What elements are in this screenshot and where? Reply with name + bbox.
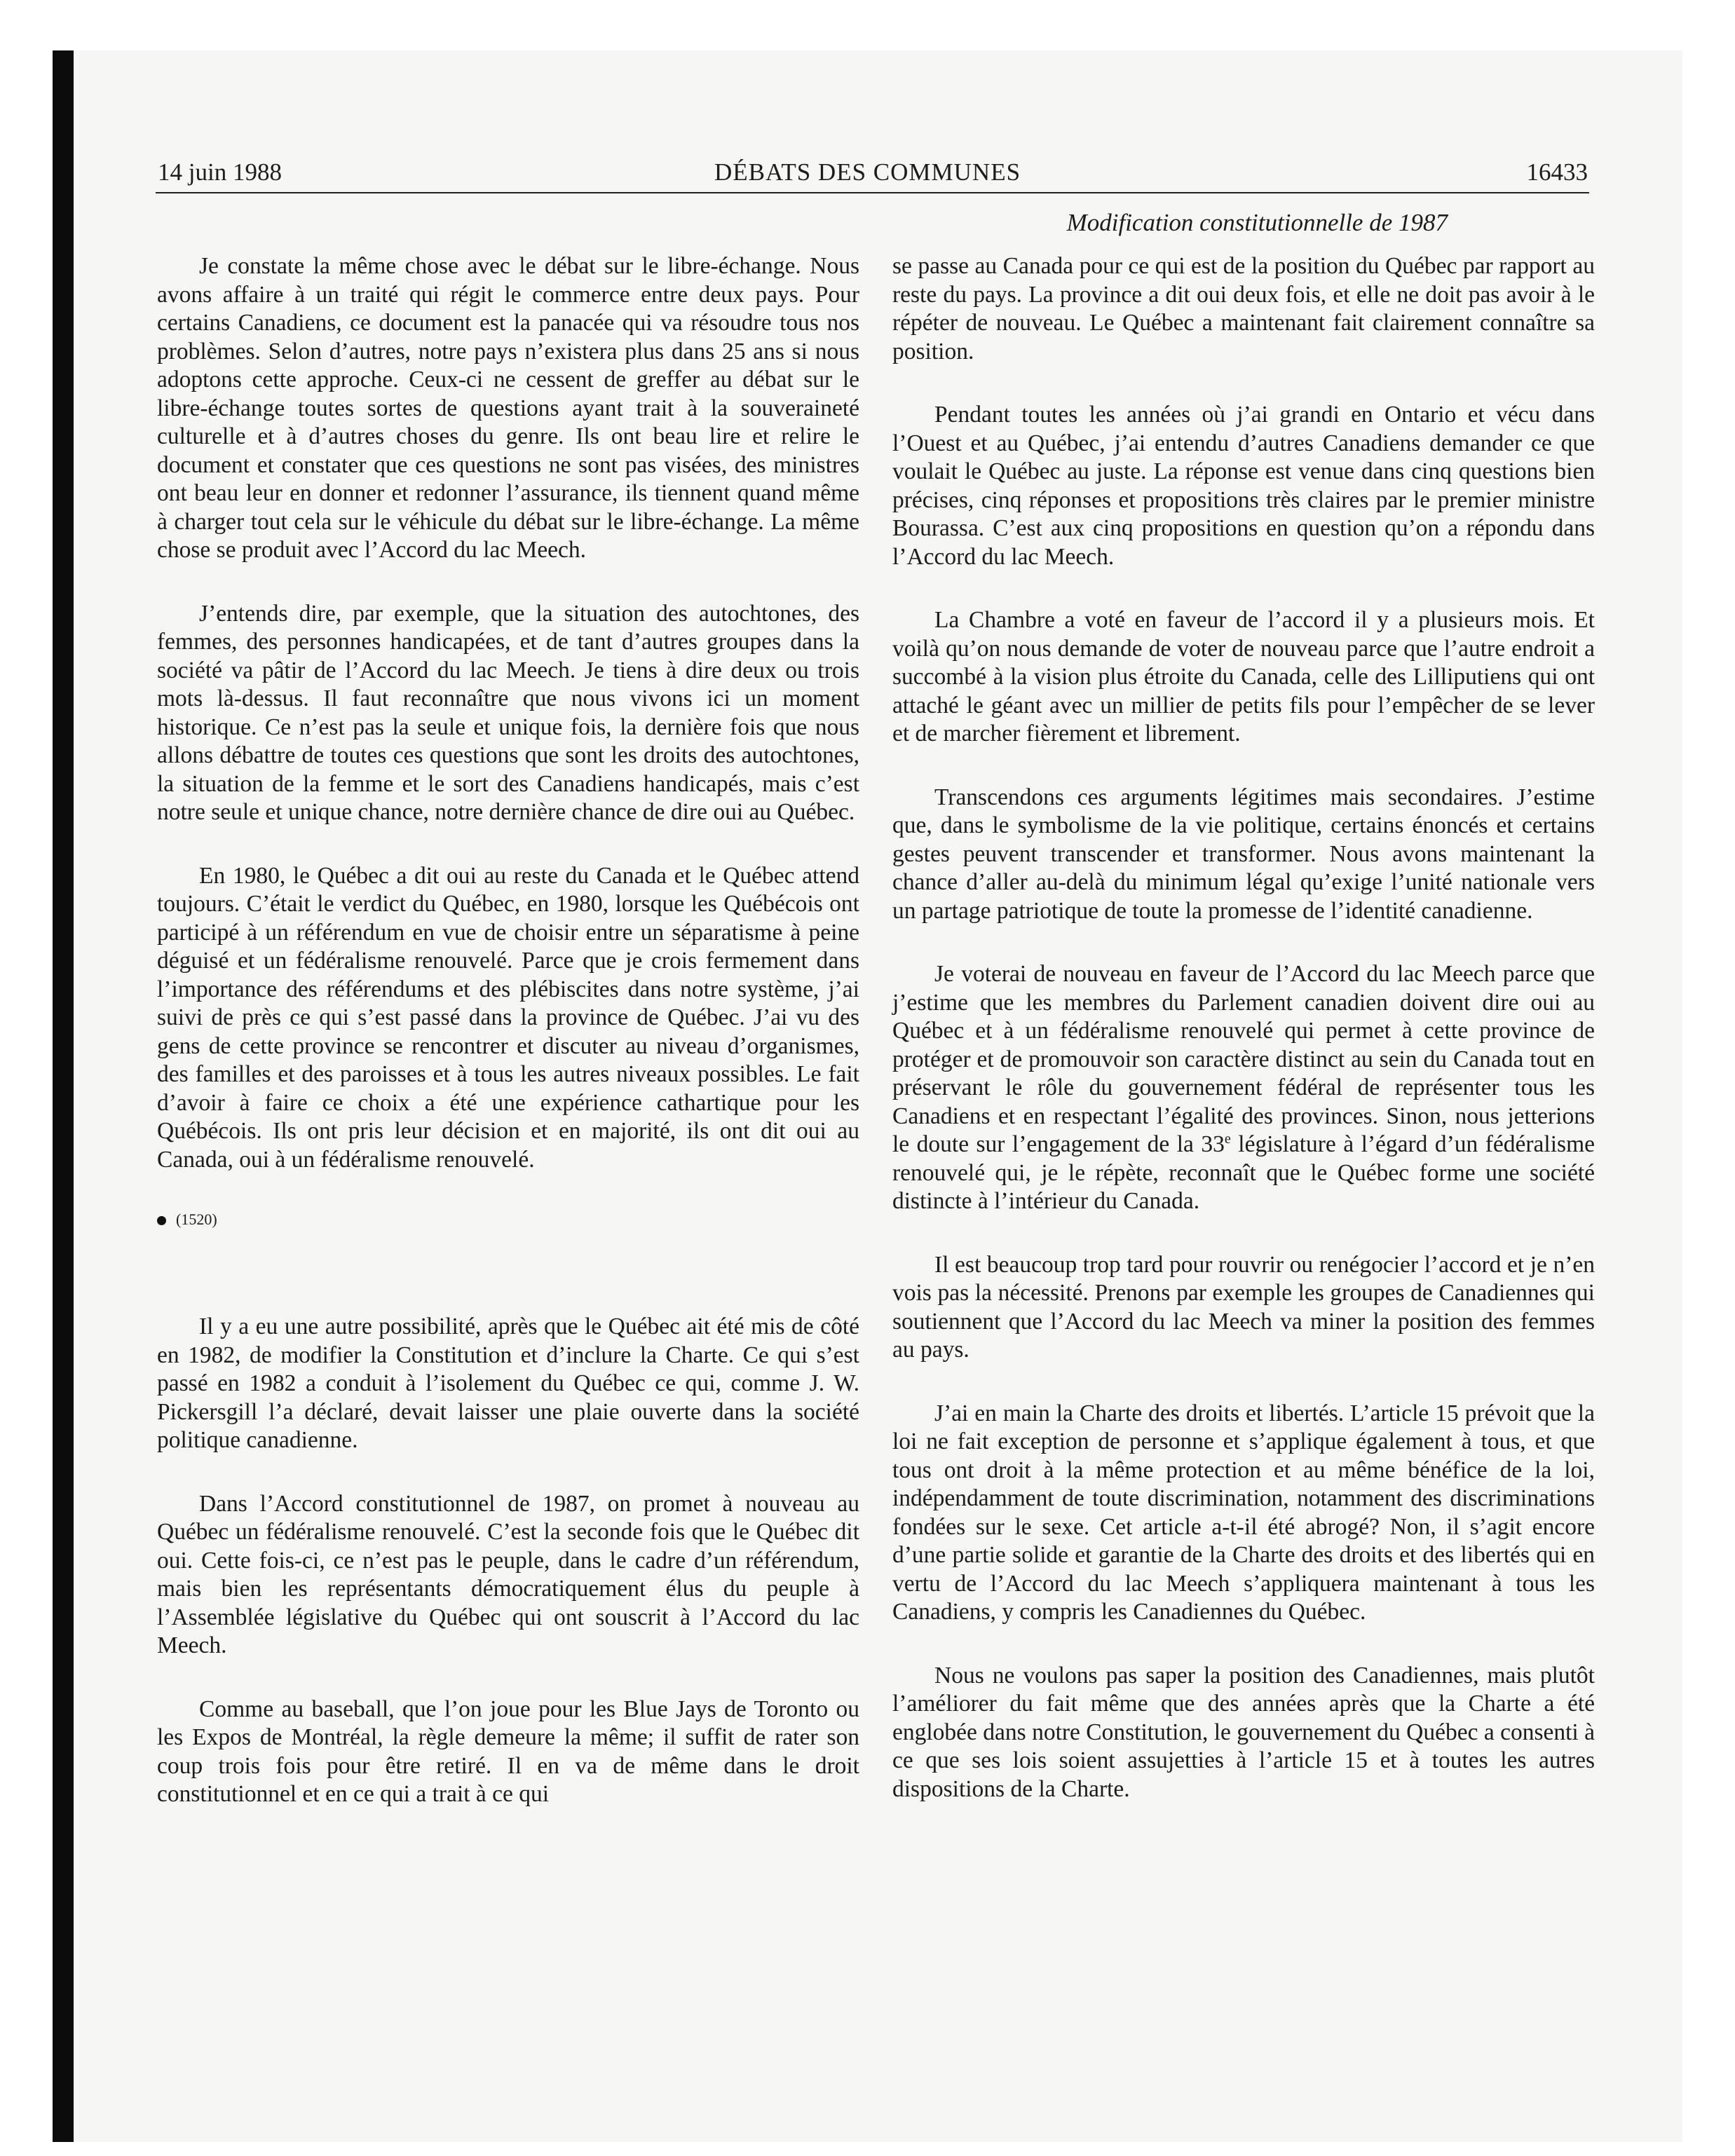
time-marker — [157, 1209, 859, 1230]
paragraph: Nous ne voulons pas saper la position des Canadiennes, mais plutôt l’améliorer du fait même que des années après que la Charte a été englobée dans notre Constitution, le gouvernement du Québec a consenti à ce que ses lois soient assujetties à l’article 15 et à toutes les autres dispositions de la Charte. — [892, 1662, 1595, 1802]
paragraph: Il est beaucoup trop tard pour rouvrir ou renégocier l’accord et je n’en vois pas la nécessité. Prenons par exemple les groupes de Canadiennes qui soutiennent que l’Accord du lac Meech va miner la position des femmes au pays. — [892, 1251, 1595, 1363]
left-column — [157, 252, 859, 1844]
paragraph: Je constate la même chose avec le débat sur le libre-échange. Nous avons affaire à un traité qui régit le commerce entre deux pays. Pour certains Canadiens, ce document est la panacée qui va résoudre tous nos problèmes. Selon d’autres, notre pays n’existera plus dans 25 ans si nous adoptons cette approche. Ceux-ci ne cessent de greffer au débat sur le libre-échange toutes sortes de questions ayant trait à la souveraineté culturelle et à d’autres choses du genre. Ils ont beau lire et relire le document et constater que ces questions ne sont pas visées, des ministres ont beau leur en donner et redonner l’assurance, ils tiennent quand même à charger tout cela sur le véhicule du débat sur le libre-échange. La même chose se produit avec l’Accord du lac Meech. — [157, 253, 859, 563]
paragraph: Dans l’Accord constitutionnel de 1987, on promet à nouveau au Québec un fédéralisme renouvelé. C’est la seconde fois que le Québec dit oui. Cette fois-ci, ce n’est pas le peuple, dans le cadre d’un référendum, mais bien les représentants démocratiquement élus du peuple à l’Assemblée législative du Québec qui ont souscrit à l’Accord du lac Meech. — [157, 1490, 859, 1658]
paragraph: J’ai en main la Charte des droits et libertés. L’article 15 prévoit que la loi ne fait exception de personne et s’applique également à tous, et que tous ont droit à la même protection et au même bénéfice de la loi, indépendamment de toute discrimination, notamment des discriminations fondées sur le sexe. Cet article a-t-il été abrogé? Non, il s’agit encore d’une partie solide et garantie de la Charte des droits et des libertés qui en vertu de l’Accord du lac Meech s’appliquera maintenant à tous les Canadiens, y compris les Canadiennes du Québec. — [892, 1400, 1595, 1625]
paragraph: Comme au baseball, que l’on joue pour les Blue Jays de Toronto ou les Expos de Montréal, la règle demeure la même; il suffit de rater son coup trois fois pour être retiré. Il en va de même dans le droit constitutionnel et en ce qui a trait à ce qui — [157, 1696, 859, 1807]
paragraph: Il y a eu une autre possibilité, après que le Québec ait été mis de côté en 1982, de modifier la Constitution et d’inclure la Charte. Ce qui s’est passé en 1982 a conduit à l’isolement du Québec ce qui, comme J. W. Pickersgill l’a déclaré, devait laisser une plaie ouverte dans la société politique canadienne. — [157, 1314, 859, 1453]
right-column — [892, 252, 1595, 1838]
paragraph: En 1980, le Québec a dit oui au reste du Canada et le Québec attend toujours. C’était le verdict du Québec, en 1980, lorsque les Québécois ont participé à un référendum en vue de choisir entre un séparatisme à peine déguisé et un fédéralisme renouvelé. Parce que je crois fermement dans l’importance des référendums et des plébiscites dans notre système, j’ai suivi de près ce qui s’est passé dans la province de Québec. J’ai vu des gens de cette province se rencontrer et discuter au niveau d’organismes, des familles et des paroisses et à tous les autres niveaux possibles. Le fait d’avoir à faire ce choix a été une expérience cathartique pour les Québécois. Ils ont pris leur décision et en majorité, ils ont dit oui au Canada, oui à un fédéralisme renouvelé. — [157, 862, 859, 1173]
section-subheader: Modification constitutionnelle de 1987 — [1066, 209, 1448, 236]
paragraph-legislature — [892, 960, 1595, 1216]
header-title: DÉBATS DES COMMUNES — [714, 158, 1021, 186]
header-date: 14 juin 1988 — [158, 158, 282, 186]
bullet-dot-icon — [157, 1216, 166, 1225]
time-marker-label: (1520) — [176, 1210, 217, 1228]
text-segment: législature à l’égard d’un fédéralisme renouvelé qui, je le répète, reconnaît que le Québec forme une société distincte à l’intérieur du Canada. — [892, 1131, 1595, 1214]
text-segment: Je voterai de nouveau en faveur de l’Accord du lac Meech parce que j’estime que les membres du Parlement canadien doivent dire oui au Québec et à un fédéralisme renouvelé qui permet à cette province de protéger et de promouvoir son caractère distinct au sein du Canada tout en préservant le rôle du gouvernement fédéral de représenter tous les Canadiens et en respectant l’égalité des provinces. Sinon, nous jetterions le doute sur l’engagement de la 33 — [892, 961, 1595, 1157]
header-page-number: 16433 — [1526, 158, 1588, 186]
page-binding-edge — [53, 50, 74, 2142]
paragraph-continued: se passe au Canada pour ce qui est de la position du Québec par rapport au reste du pays. La province a dit oui deux fois, et elle ne doit pas avoir à le répéter de nouveau. Le Québec a maintenant fait clairement connaître sa position. — [892, 253, 1595, 364]
paragraph: Transcendons ces arguments légitimes mais secondaires. J’estime que, dans le symbolisme de la vie politique, certains énoncés et certains gestes peuvent transcender et transformer. Nous avons maintenant la chance d’aller au-delà du minimum légal qu’exige l’unité nationale vers un partage patriotique de toute la promesse de l’identité canadienne. — [892, 784, 1595, 924]
header-rule — [156, 192, 1589, 193]
paragraph: J’entends dire, par exemple, que la situation des autochtones, des femmes, des personnes handicapées, et de tant d’autres groupes dans la société va pâtir de l’Accord du lac Meech. Je tiens à dire deux ou trois mots là-dessus. Il faut reconnaître que nous vivons ici un moment historique. Ce n’est pas la seule et unique fois, la dernière fois que nous allons débattre de toutes ces questions que sont les droits des autochtones, la situation de la femme et le sort des Canadiens handicapés, mais c’est notre seule et unique chance, notre dernière chance de dire oui au Québec. — [157, 600, 859, 825]
paragraph: La Chambre a voté en faveur de l’accord il y a plusieurs mois. Et voilà qu’on nous demande de voter de nouveau parce que l’autre endroit a succombé à la vision plus étroite du Canada, celle des Lilliputiens qui ont attaché le géant avec un millier de petits fils pour l’empêcher de se lever et de marcher fièrement et librement. — [892, 607, 1595, 746]
paragraph: Pendant toutes les années où j’ai grandi en Ontario et vécu dans l’Ouest et au Québec, j’ai entendu d’autres Canadiens demander ce que voulait le Québec au juste. La réponse est venue dans cinq questions bien précises, cinq réponses et propositions très claires par le premier ministre Bourassa. C’est aux cinq propositions en question qu’on a répondu dans l’Accord du lac Meech. — [892, 402, 1595, 570]
superscript: e — [1224, 1131, 1231, 1147]
